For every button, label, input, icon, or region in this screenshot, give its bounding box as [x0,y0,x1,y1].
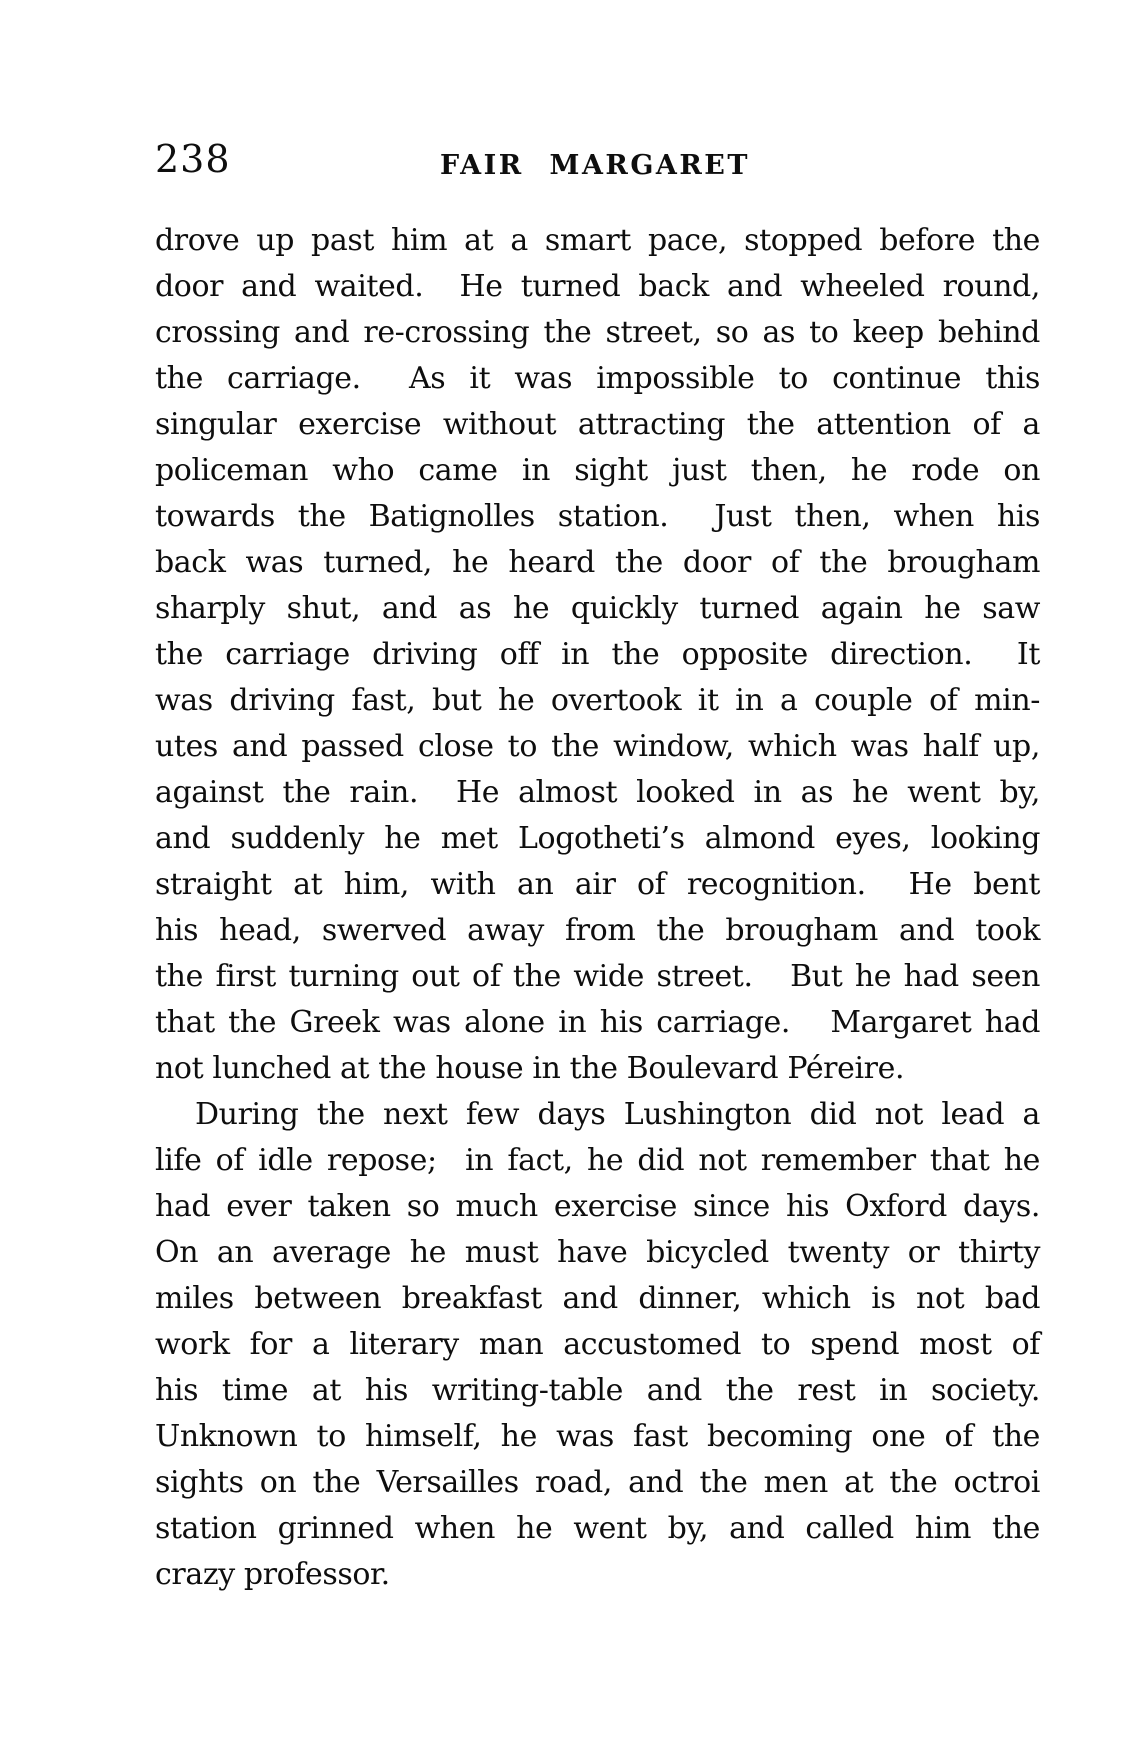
text-line: that the Greek was alone in his carriage. Margaret had [155,1005,1040,1040]
text-line: life of idle repose; in fact, he did not remember that he [155,1143,1040,1178]
text-line: was driving fast, but he overtook it in a couple of min- [155,683,1040,718]
text-line: his time at his writing-table and the rest in society. [155,1373,1040,1408]
text-line: not lunched at the house in the Boulevard Péreire. [155,1051,905,1086]
text-line: and suddenly he met Logotheti’s almond eyes, looking [155,821,1040,856]
text-line: crazy professor. [155,1557,390,1592]
text-line: sharply shut, and as he quickly turned again he saw [155,591,1040,626]
text-line: drove up past him at a smart pace, stopped before the [155,223,1040,258]
text-line: Unknown to himself, he was fast becoming one of the [155,1419,1040,1454]
text-line: sights on the Versailles road, and the men at the octroi [155,1465,1040,1500]
text-line: the first turning out of the wide street. But he had seen [155,959,1040,994]
text-line: the carriage. As it was impossible to continue this [155,361,1040,396]
text-line: straight at him, with an air of recognition. He bent [155,867,1040,902]
text-line: utes and passed close to the window, which was half up, [155,729,1040,764]
text-line: towards the Batignolles station. Just then, when his [155,499,1040,534]
text-line: crossing and re-crossing the street, so as to keep behind [155,315,1040,350]
text-line: policeman who came in sight just then, he rode on [155,453,1040,488]
text-line: the carriage driving off in the opposite direction. It [155,637,1040,672]
running-title: FAIR MARGARET [440,150,750,181]
page-number: 238 [155,137,231,181]
text-line: On an average he must have bicycled twenty or thirty [155,1235,1040,1270]
text-line: against the rain. He almost looked in as he went by, [155,775,1040,810]
text-line: singular exercise without attracting the attention of a [155,407,1040,442]
text-line: had ever taken so much exercise since his Oxford days. [155,1189,1040,1224]
text-line: miles between breakfast and dinner, which is not bad [155,1281,1040,1316]
text-line: work for a literary man accustomed to spend most of [155,1327,1040,1362]
text-line: door and waited. He turned back and wheeled round, [155,269,1040,304]
text-line: back was turned, he heard the door of the brougham [155,545,1040,580]
text-line: During the next few days Lushington did not lead a [195,1097,1040,1132]
body-text-block [155,218,1040,1598]
text-line: his head, swerved away from the brougham and took [155,913,1040,948]
text-line: station grinned when he went by, and called him the [155,1511,1040,1546]
